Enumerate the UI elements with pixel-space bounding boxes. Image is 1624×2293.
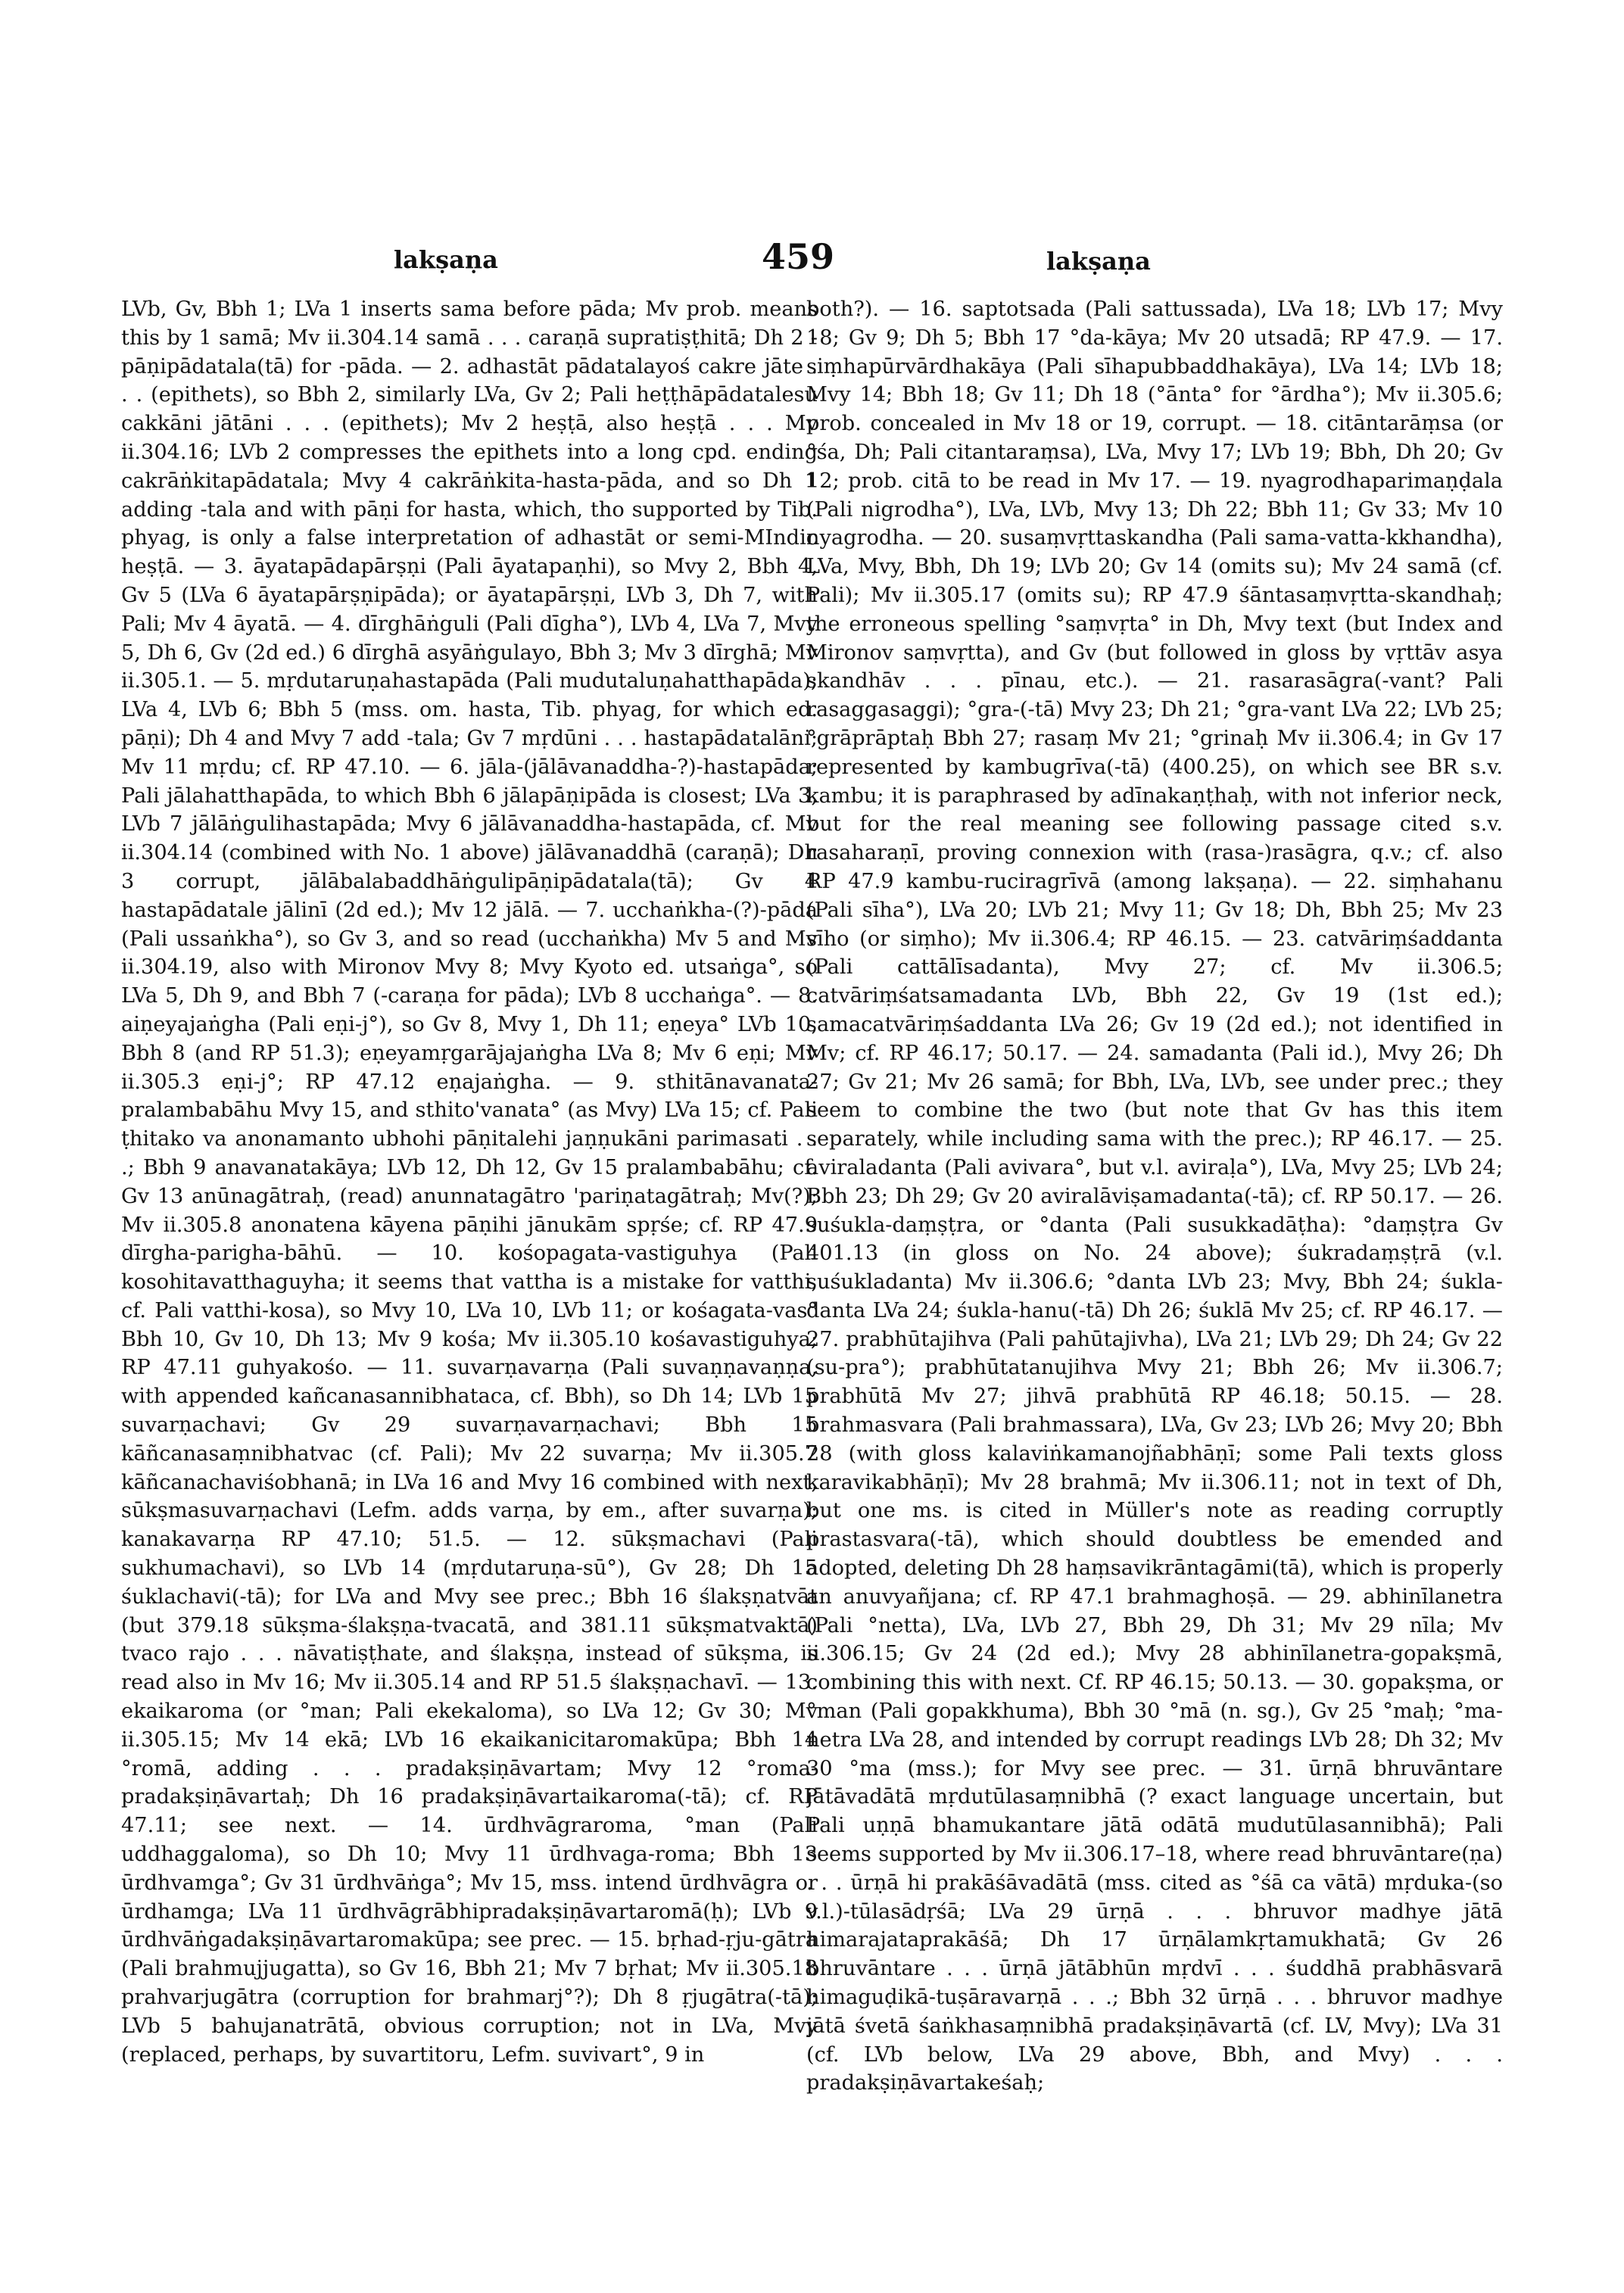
page-header — [121, 236, 1503, 289]
right-column-text: both?). — 16. saptotsada (Pali sattussada), LVa 18; LVb 17; Mvy 18; Gv 9; Dh 5; Bbh 17 °da-kāya; Mv 20 utsadā; RP 47.9. — 17. siṃhapūrvārdhakāya (Pali sīhapubbaddhakāya), LVa 14; LVb 18; Mvy 14; Bbh 18; Gv 11; Dh 18 (°ānta° for °ārdha°); Mv ii.305.6; prob. concealed in Mv 18 or 19, corrupt. — 18. citāntarāṃsa (or °śa, Dh; Pali citantaraṃsa), LVa, Mvy 17; LVb 19; Bbh, Dh 20; Gv 12; prob. citā to be read in Mv 17. — 19. nyagrodhaparimaṇḍala (Pali nigrodha°), LVa, LVb, Mvy 13; Dh 22; Bbh 11; Gv 33; Mv 10 nyagrodha. — 20. susaṃvṛttaskandha (Pali sama-vatta-kkhandha), LVa, Mvy, Bbh, Dh 19; LVb 20; Gv 14 (omits su); Mv 24 samā (cf. Pali); Mv ii.305.17 (omits su); RP 47.9 śāntasaṃvṛtta-skandhaḥ; the erroneous spelling °saṃvṛta° in Dh, Mvy text (but Index and Mironov saṃvṛtta), and Gv (but followed in gloss by vṛttāv asya skandhāv . . . pīnau, etc.). — 21. rasarasāgra(-vant? Pali rasaggasaggi); °gra-(-tā) Mvy 23; Dh 21; °gra-vant LVa 22; LVb 25; °grāprāptaḥ Bbh 27; rasaṃ Mv 21; °grinaḥ Mv ii.306.4; in Gv 17 represented by kambugrīva(-tā) (400.25), on which see BR s.v. kambu; it is paraphrased by adīnakaṇṭhaḥ, with not inferior neck, but for the real meaning see following passage cited s.v. rasaharaṇī, proving connexion with (rasa-)rasāgra, q.v.; cf. also RP 47.9 kambu-ruciragrīvā (among lakṣaṇa). — 22. siṃhahanu (Pali sīha°), LVa 20; LVb 21; Mvy 11; Gv 18; Dh, Bbh 25; Mv 23 sīho (or siṃho); Mv ii.306.4; RP 46.15. — 23. catvāriṃśaddanta (Pali cattālīsadanta), Mvy 27; cf. Mv ii.306.5; catvāriṃśatsamadanta LVb, Bbh 22, Gv 19 (1st ed.); samacatvāriṃśaddanta LVa 26; Gv 19 (2d ed.); not identified in Mv; cf. RP 46.17; 50.17. — 24. samadanta (Pali id.), Mvy 26; Dh 27; Gv 21; Mv 26 samā; for Bbh, LVa, LVb, see under prec.; they seem to combine the two (but note that Gv has this item separately, while including sama with the prec.); RP 46.17. — 25. aviraladanta (Pali avivara°, but v.l. aviraḷa°), LVa, Mvy 25; LVb 24; Bbh 23; Dh 29; Gv 20 aviralāviṣamadanta(-tā); cf. RP 50.17. — 26. suśukla-daṃṣṭra, or °danta (Pali susukkadāṭha): °daṃṣṭra Gv 401.13 (in gloss on No. 24 above); śukradaṃṣṭrā (v.l. suśukladanta) Mv ii.306.6; °danta LVb 23; Mvy, Bbh 24; śukla-danta LVa 24; śukla-hanu(-tā) Dh 26; śuklā Mv 25; cf. RP 46.17. — 27. prabhūtajihva (Pali pahūtajivha), LVa 21; LVb 29; Dh 24; Gv 22 (su-pra°); prabhūtatanujihva Mvy 21; Bbh 26; Mv ii.306.7; prabhūtā Mv 27; jihvā prabhūtā RP 46.18; 50.15. — 28. brahmasvara (Pali brahmassara), LVa, Gv 23; LVb 26; Mvy 20; Bbh 28 (with gloss kalaviṅkamanojñabhāṇī; some Pali texts gloss karavikabhāṇī); Mv 28 brahmā; Mv ii.306.11; not in text of Dh, but one ms. is cited in Müller's note as reading corruptly prastasvara(-tā), which should doubtless be emended and adopted, deleting Dh 28 haṃsavikrāntagāmi(tā), which is properly an anuvyañjana; cf. RP 47.1 brahmaghoṣā. — 29. abhinīlanetra (Pali °netta), LVa, LVb 27, Bbh 29, Dh 31; Mv 29 nīla; Mv ii.306.15; Gv 24 (2d ed.); Mvy 28 abhinīlanetra-gopakṣmā, combining this with next. Cf. RP 46.15; 50.13. — 30. gopakṣma, or °man (Pali gopakkhuma), Bbh 30 °mā (n. sg.), Gv 25 °maḥ; °ma-netra LVa 28, and intended by corrupt readings LVb 28; Dh 32; Mv 30 °ma (mss.); for Mvy see prec. — 31. ūrṇā bhruvāntare jātāvadātā mṛdutūlasaṃnibhā (? exact language uncertain, but Pali uṇṇā bhamukantare jātā odātā mudutūlasannibhā); Pali seems supported by Mv ii.306.17–18, where read bhruvāntare(ṇa) . . . ūrṇā hi prakāśāvadātā (mss. cited as °śā ca vātā) mṛduka-(so v.l.)-tūlasādṛśā; LVa 29 ūrṇā . . . bhruvor madhye jātā himarajataprakāśā; Dh 17 ūrṇālamkṛtamukhatā; Gv 26 bhruvāntare . . . ūrṇā jātābhūn mṛdvī . . . śuddhā prabhāsvarā himaguḍikā-tuṣāravarṇā . . .; Bbh 32 ūrṇā . . . bhruvor madhye jātā śvetā śaṅkhasaṃnibhā pradakṣiṇāvartā (cf. LV, Mvy); LVa 31 (cf. LVb below, LVa 29 above, Bbh, and Mvy) . . . pradakṣiṇāvartakeśaḥ; — [806, 298, 1503, 2095]
left-column-text: LVb, Gv, Bbh 1; LVa 1 inserts sama before pāda; Mv prob. means this by 1 samā; Mv ii.304.14 samā . . . caraṇā supratiṣṭhitā; Dh 2 -pāṇipādatala(tā) for -pāda. — 2. adhastāt pādatalayoś cakre jāte . . . (epithets), so Bbh 2, similarly LVa, Gv 2; Pali heṭṭhāpādatalesu cakkāni jātāni . . . (epithets); Mv 2 heṣṭā, also heṣṭā . . . Mv ii.304.16; LVb 2 compresses the epithets into a long cpd. ending cakrāṅkitapādatala; Mvy 4 cakrāṅkita-hasta-pāda, and so Dh 1 adding -tala and with pāṇi for hasta, which, tho supported by Tib. phyag, is only a false interpretation of adhastāt or semi-MIndic heṣṭā. — 3. āyatapādapārṣṇi (Pali āyatapaṇhi), so Mvy 2, Bbh 4, Gv 5 (LVa 6 āyatapārṣṇipāda); or āyatapārṣṇi, LVb 3, Dh 7, with Pali; Mv 4 āyatā. — 4. dīrghāṅguli (Pali dīgha°), LVb 4, LVa 7, Mvy 5, Dh 6, Gv (2d ed.) 6 dīrghā asyāṅgulayo, Bbh 3; Mv 3 dīrghā; Mv ii.305.1. — 5. mṛdutaruṇahastapāda (Pali mudutaluṇahatthapāda); LVa 4, LVb 6; Bbh 5 (mss. om. hasta, Tib. phyag, for which ed. pāṇi); Dh 4 and Mvy 7 add -tala; Gv 7 mṛdūni . . . hastapādatalāni; Mv 11 mṛdu; cf. RP 47.10. — 6. jāla-(jālāvanaddha-?)-hastapāda; Pali jālahatthapāda, to which Bbh 6 jālapāṇipāda is closest; LVa 3, LVb 7 jālāṅgulihastapāda; Mvy 6 jālāvanaddha-hastapāda, cf. Mv ii.304.14 (combined with No. 1 above) jālāvanaddhā (caraṇā); Dh 3 corrupt, jālābalabaddhāṅgulipāṇipādatala(tā); Gv 4 hastapādatale jālinī (2d ed.); Mv 12 jālā. — 7. ucchaṅkha-(?)-pāda (Pali ussaṅkha°), so Gv 3, and so read (ucchaṅkha) Mv 5 and Mv ii.304.19, also with Mironov Mvy 8; Mvy Kyoto ed. utsaṅga°, so LVa 5, Dh 9, and Bbh 7 (-caraṇa for pāda); LVb 8 ucchaṅga°. — 8. aiṇeyajaṅgha (Pali eṇi-j°), so Gv 8, Mvy 1, Dh 11; eṇeya° LVb 10, Bbh 8 (and RP 51.3); eṇeyamṛgarājajaṅgha LVa 8; Mv 6 eṇi; Mv ii.305.3 eṇi-j°; RP 47.12 eṇajaṅgha. — 9. sthitānavanata-pralambabāhu Mvy 15, and sthito'vanata° (as Mvy) LVa 15; cf. Pali ṭhitako va anonamanto ubhohi pāṇitalehi jaṇṇukāni parimasati . . .; Bbh 9 anavanatakāya; LVb 12, Dh 12, Gv 15 pralambabāhu; cf. Gv 13 anūnagātraḥ, (read) anunnatagātro 'pariṇatagātraḥ; Mv(?); Mv ii.305.8 anonatena kāyena pāṇihi jānukām spṛśe; cf. RP 47.9 dīrgha-parigha-bāhū. — 10. kośopagata-vastiguhya (Pali kosohitavatthaguyha; it seems that vattha is a mistake for vatthi, cf. Pali vatthi-kosa), so Mvy 10, LVa 10, LVb 11; or kośagata-vas° Bbh 10, Gv 10, Dh 13; Mv 9 kośa; Mv ii.305.10 kośavastiguhya; RP 47.11 guhyakośo. — 11. suvarṇavarṇa (Pali suvaṇṇavaṇṇa, with appended kañcanasannibhataca, cf. Bbh), so Dh 14; LVb 15 suvarṇachavi; Gv 29 suvarṇavarṇachavi; Bbh 15 kāñcanasaṃnibhatvac (cf. Pali); Mv 22 suvarṇa; Mv ii.305.7 kāñcanachaviśobhanā; in LVa 16 and Mvy 16 combined with next, sūkṣmasuvarṇachavi (Lefm. adds varṇa, by em., after suvarṇa); kanakavarṇa RP 47.10; 51.5. — 12. sūkṣmachavi (Pali sukhumachavi), so LVb 14 (mṛdutaruṇa-sū°), Gv 28; Dh 15 śuklachavi(-tā); for LVa and Mvy see prec.; Bbh 16 ślakṣṇatvāt (but 379.18 sūkṣma-ślakṣṇa-tvacatā, and 381.11 sūkṣmatvaktā) tvaco rajo . . . nāvatiṣṭhate, and ślakṣṇa, instead of sūkṣma, is read also in Mv 16; Mv ii.305.14 and RP 51.5 ślakṣṇachavī. — 13. ekaikaroma (or °man; Pali ekekaloma), so LVa 12; Gv 30; Mv ii.305.15; Mv 14 ekā; LVb 16 ekaikanicitaromakūpa; Bbh 14 °romā, adding . . . pradakṣiṇāvartam; Mvy 12 °roma-pradakṣiṇāvartaḥ; Dh 16 pradakṣiṇāvartaikaroma(-tā); cf. RP 47.11; see next. — 14. ūrdhvāgraroma, °man (Pali uddhaggaloma), so Dh 10; Mvy 11 ūrdhvaga-roma; Bbh 13 ūrdhvamga°; Gv 31 ūrdhvāṅga°; Mv 15, mss. intend ūrdhvāgra or ūrdhamga; LVa 11 ūrdhvāgrābhipradakṣiṇāvartaromā(ḥ); LVb 9 ūrdhvāṅgadakṣiṇāvartaromakūpa; see prec. — 15. bṛhad-ṛju-gātra (Pali brahmujjugatta), so Gv 16, Bbh 21; Mv 7 bṛhat; Mv ii.305.18 prahvarjugātra (corruption for brahmarj°?); Dh 8 ṛjugātra(-tā); LVb 5 bahujanatrātā, obvious corruption; not in LVa, Mvy (replaced, perhaps, by suvartitoru, Lefm. suvivart°, 9 in — [121, 298, 818, 2067]
left-running-headword: lakṣaṇa — [394, 245, 498, 274]
right-running-headword: lakṣaṇa — [1046, 247, 1151, 276]
left-column — [121, 295, 818, 2150]
page-number: 459 — [762, 236, 835, 277]
right-column — [806, 295, 1503, 2150]
